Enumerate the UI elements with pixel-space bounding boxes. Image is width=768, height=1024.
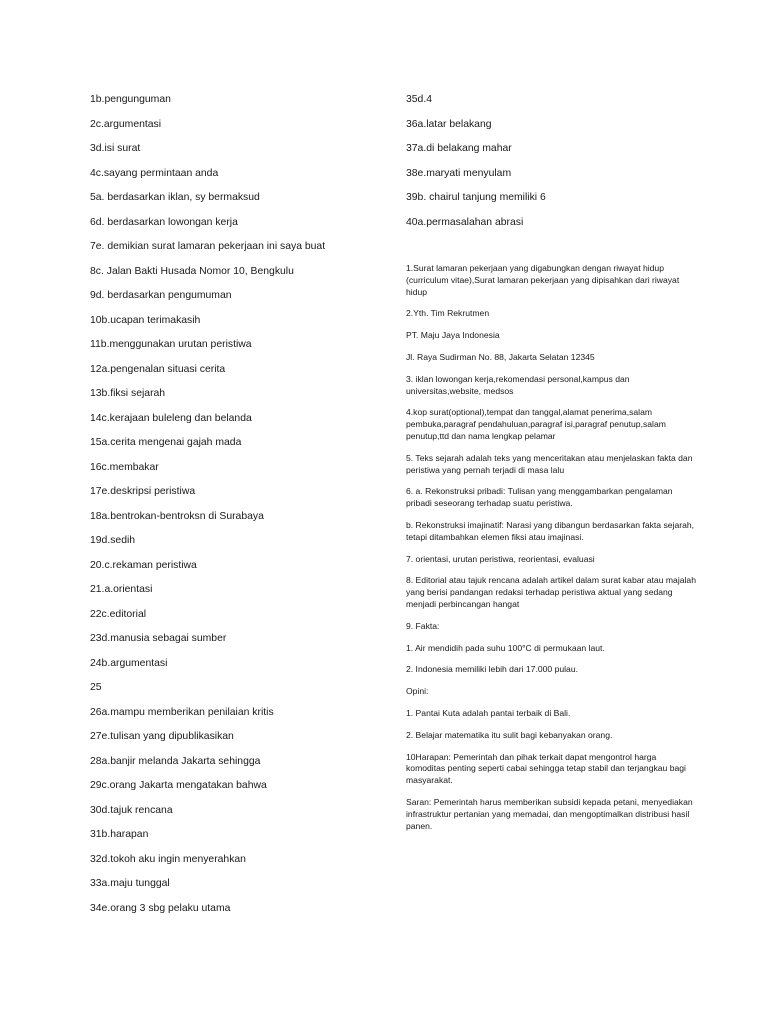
essay-paragraph: 4.kop surat(optional),tempat dan tanggal,alamat penerima,salam pembuka,paragraf pendahuluan,paragraf isi,paragraf penutup,salam penutup,ttd dan nama lengkap pelamar <box>406 407 666 441</box>
essay-paragraph: Saran: Pemerintah harus memberikan subsidi kepada petani, menyediakan infrastruktur pertanian yang memadai, dan mengoptimalkan distribusi hasil panen. <box>406 796 693 831</box>
essay-paragraph: 2. Indonesia memiliki lebih dari 17.000 pulau. <box>406 664 578 675</box>
answer-line: 24b.argumentasi <box>90 657 168 669</box>
answer-line: 33a.maju tunggal <box>90 878 170 889</box>
answer-line: 34e.orang 3 sbg pelaku utama <box>90 902 231 914</box>
answer-line: 37a.di belakang mahar <box>406 143 512 154</box>
answer-line: 26a.mampu memberikan penilaian kritis <box>90 706 274 718</box>
answer-line: 40a.permasalahan abrasi <box>406 216 524 228</box>
answer-line: 19d.sedih <box>90 535 136 546</box>
answer-line: 14c.kerajaan buleleng dan belanda <box>90 412 252 424</box>
answer-line: 9d. berdasarkan pengumuman <box>90 290 232 301</box>
answer-line: 25 <box>90 682 102 693</box>
answer-line: 29c.orang Jakarta mengatakan bahwa <box>90 780 267 791</box>
essay-answers <box>406 263 696 842</box>
left-answer-column <box>90 93 390 926</box>
essay-paragraph: 7. orientasi, urutan peristiwa, reorientasi, evaluasi <box>406 553 595 564</box>
right-answer-column <box>406 93 696 240</box>
answer-line: 36a.latar belakang <box>406 118 492 130</box>
answer-line: 2c.argumentasi <box>90 118 162 130</box>
answer-line: 16c.membakar <box>90 461 159 473</box>
answer-line: 28a.banjir melanda Jakarta sehingga <box>90 755 261 767</box>
essay-paragraph: 6. a. Rekonstruksi pribadi: Tulisan yang menggambarkan pengalaman pribadi seseorang terhadap suatu peristiwa. <box>406 486 673 509</box>
answer-line: 31b.harapan <box>90 829 149 840</box>
answer-line: 7e. demikian surat lamaran pekerjaan ini saya buat <box>90 241 326 252</box>
answer-line: 39b. chairul tanjung memiliki 6 <box>406 192 546 203</box>
answer-line: 6d. berdasarkan lowongan kerja <box>90 216 238 228</box>
answer-line: 22c.editorial <box>90 608 147 620</box>
answer-line: 20.c.rekaman peristiwa <box>90 559 197 571</box>
essay-paragraph: Jl. Raya Sudirman No. 88, Jakarta Selatan 12345 <box>406 351 595 362</box>
answer-line: 30d.tajuk rencana <box>90 804 173 816</box>
answer-line: 5a. berdasarkan iklan, sy bermaksud <box>90 192 260 203</box>
answer-line: 4c.sayang permintaan anda <box>90 167 219 179</box>
answer-line: 35d.4 <box>406 94 433 105</box>
essay-paragraph: 10Harapan: Pemerintah dan pihak terkait dapat mengontrol harga komoditas penting seperti cabai sehingga tetap stabil dan terjangkau bagi masyarakat. <box>406 751 686 786</box>
answer-line: 27e.tulisan yang dipublikasikan <box>90 731 234 742</box>
essay-paragraph: 1.Surat lamaran pekerjaan yang digabungkan dengan riwayat hidup (curriculum vitae),Surat lamaran pekerjaan yang dipisahkan dari riwayat hidup <box>406 263 680 297</box>
answer-line: 38e.maryati menyulam <box>406 167 512 179</box>
answer-line: 17e.deskripsi peristiwa <box>90 486 196 497</box>
answer-line: 11b.menggunakan urutan peristiwa <box>90 339 252 350</box>
answer-line: 1b.pengunguman <box>90 94 171 105</box>
essay-paragraph: 1. Air mendidih pada suhu 100°C di permukaan laut. <box>406 642 605 653</box>
answer-line: 21.a.orientasi <box>90 584 153 595</box>
answer-line: 13b.fiksi sejarah <box>90 388 166 399</box>
answer-line: 18a.bentrokan-bentroksn di Surabaya <box>90 510 264 522</box>
answer-line: 15a.cerita mengenai gajah mada <box>90 437 242 448</box>
essay-paragraph: Opini: <box>406 686 429 697</box>
essay-paragraph: PT. Maju Jaya Indonesia <box>406 330 500 341</box>
essay-paragraph: b. Rekonstruksi imajinatif: Narasi yang dibangun berdasarkan fakta sejarah, tetapi ditambahkan elemen fiksi atau imajinasi. <box>406 519 695 542</box>
answer-line: 8c. Jalan Bakti Husada Nomor 10, Bengkulu <box>90 265 294 277</box>
essay-paragraph: 9. Fakta: <box>406 620 440 631</box>
answer-line: 3d.isi surat <box>90 143 141 154</box>
essay-paragraph: 1. Pantai Kuta adalah pantai terbaik di Bali. <box>406 707 571 718</box>
essay-paragraph: 2. Belajar matematika itu sulit bagi kebanyakan orang. <box>406 729 613 740</box>
essay-paragraph: 3. iklan lowongan kerja,rekomendasi personal,kampus dan universitas,website, medsos <box>406 373 630 396</box>
answer-line: 12a.pengenalan situasi cerita <box>90 363 226 375</box>
answer-line: 10b.ucapan terimakasih <box>90 314 201 326</box>
essay-paragraph: 2.Yth. Tim Rekrutmen <box>406 308 490 319</box>
essay-paragraph: 5. Teks sejarah adalah teks yang menceritakan atau menjelaskan fakta dan peristiwa yang pernah terjadi di masa lalu <box>406 452 693 475</box>
answer-line: 23d.manusia sebagai sumber <box>90 633 227 644</box>
essay-paragraph: 8. Editorial atau tajuk rencana adalah artikel dalam surat kabar atau majalah yang berisi pandangan redaksi terhadap peristiwa aktual yang sedang menjadi perbincangan hangat <box>406 575 696 609</box>
answer-line: 32d.tokoh aku ingin menyerahkan <box>90 853 246 865</box>
